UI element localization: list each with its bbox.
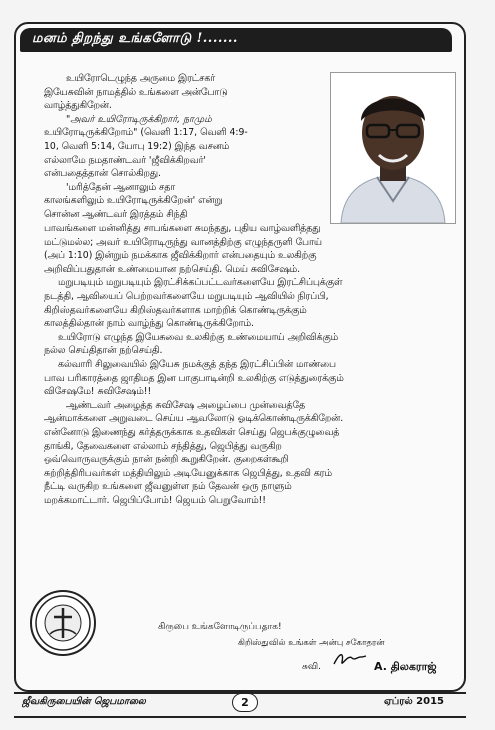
body-line: என்னோடு இணைந்து கர்த்தருக்காக உதவிகள் செய்து ஜெபக்குழுவைத் bbox=[44, 426, 340, 438]
body-line: சுற்றித்திரிபவர்கள் மத்தியிலும் அடியேனுக்காக ஜெபித்து, உதவி கரம் bbox=[44, 467, 332, 479]
body-line: ஒவ்வொருவருக்கும் நான் நன்றி கூறுகிறேன். குறைகள்கூறி bbox=[44, 454, 289, 466]
handwritten-signature-icon bbox=[332, 648, 368, 670]
body-line: காலத்தில்தான் நாம் வாழ்ந்து கொண்டிருக்கிறோம். bbox=[44, 318, 254, 330]
body-line: ஆன்மாக்களை அறுவடை செய்ய ஆவலோடு ஓடிக்கொண்டிருக்கிறேன். bbox=[44, 413, 344, 425]
body-line: நடத்தி, ஆவியைப் பெற்றவர்களையே மறுபடியும் ஆவியில் நிரப்பி, bbox=[44, 290, 329, 302]
author-photo bbox=[330, 72, 456, 224]
magazine-name: ஜீவகிருபையின் ஜெபமாலை bbox=[22, 696, 146, 707]
body-line: தாங்கி, தேவைகளை எல்லாம் சந்தித்து, ஜெபித்து வருகிற bbox=[44, 440, 282, 452]
intro-line: வாழ்த்துகிறேன். bbox=[44, 100, 112, 112]
intro-paragraph bbox=[44, 72, 326, 222]
intro-line: இயேசுவின் நாமத்தில் உங்களை அன்போடு bbox=[44, 86, 228, 98]
intro-line: என்பதைத்தான் சொல்கிறது. bbox=[44, 168, 161, 180]
intro-line: 10, வெளி 5:14, யோபு 19:2) இந்த வசனம் bbox=[44, 140, 230, 152]
body-line: நல்ல செய்திதான் நற்செய்தி. bbox=[44, 345, 163, 357]
intro-line: "அவர் உயிரோடிருக்கிறார், நாமும் bbox=[66, 113, 212, 125]
body-line: மறுபடியும் மறுபடியும் இரட்சிக்கப்பட்டவர்களையே இரட்சிப்புக்குள் bbox=[58, 277, 343, 289]
intro-line: எல்லாமே நமதாண்டவர் 'ஜீவிக்கிறவர்' bbox=[44, 154, 206, 166]
issue-date: ஏப்ரல் 2015 bbox=[384, 696, 445, 707]
body-line: அறிவிப்பதுதான் உண்மையான நற்செய்தி. மெய் சுவிசேஷம். bbox=[44, 263, 301, 275]
page-title: மனம் திறந்து உங்களோடு !....... bbox=[32, 31, 238, 46]
body-line: பாவங்களை மன்னித்து சாபங்களை சுமந்தது, புதிய வாழ்வளித்தது bbox=[44, 223, 321, 234]
body-line: (அப் 1:10) இன்றும் நமக்காக ஜீவிக்கிறார் என்பதையும் உலகிற்கு bbox=[44, 250, 317, 262]
intro-line: உயிரோடெழுந்த அருமை இரட்சகர் bbox=[66, 73, 216, 84]
author-name: A. திலகராஜ் bbox=[374, 660, 437, 673]
body-line: நீட்டி வருகிற உங்களை ஜீவனுள்ள நம் தேவன் ஒரு நாளும் bbox=[44, 481, 292, 493]
body-line: மறக்கமாட்டார். ஜெபிப்போம்! ஜெயம் பெறுவோம்!! bbox=[44, 494, 267, 506]
closing-blessing: கிருபை உங்களோடிருப்பதாக! bbox=[158, 622, 282, 632]
intro-line: காலங்களிலும் உயிரோடிருக்கிறேன்' என்று bbox=[44, 195, 223, 207]
body-line: பாவ பரிகாரத்தை ஜாதிமத இன பாகுபாடின்றி உலகிற்கு எடுத்துரைக்கும் bbox=[44, 372, 344, 384]
body-line: உயிரோடு எழுந்த இயேசுவை உலகிற்கு உண்மையாய் அறிவிக்கும் bbox=[58, 331, 339, 343]
ministry-emblem-icon bbox=[32, 592, 94, 654]
ministry-logo bbox=[30, 590, 96, 656]
body-text bbox=[44, 222, 458, 507]
body-line: கிறிஸ்தவர்களையே கிறிஸ்தவர்களாக மாற்றிக் கொண்டிருக்கும் bbox=[44, 304, 307, 316]
author-portrait-icon bbox=[331, 73, 455, 223]
body-line: கல்வாரி சிலுவையில் இயேசு நமக்குத் தந்த இரட்சிப்பின் மாண்பை bbox=[58, 358, 336, 370]
page-number: 2 bbox=[232, 693, 258, 712]
intro-line: 'மரித்தேன் ஆனாலும் சதா bbox=[66, 181, 176, 193]
intro-line: உயிரோடிருக்கிறோம்" (வெளி 1:17, வெளி 4:9- bbox=[44, 127, 248, 139]
body-line: விசேஷமே! சுவிசேஷம்!! bbox=[44, 386, 152, 398]
body-line: மட்டுமல்ல; அவர் உயிரோடிருந்து வானத்திற்கு எழுந்தருளி போய் bbox=[44, 236, 322, 248]
intro-line: சொன்ன ஆண்டவர் இரத்தம் சிந்தி bbox=[44, 208, 188, 220]
closing-brother-line: கிறிஸ்துவில் உங்கள் அன்பு சகோதரன் bbox=[238, 638, 385, 648]
signature-prefix: சுவி. bbox=[302, 662, 321, 672]
body-line: ஆண்டவர் அழைத்த சுவிசேஷ அழைப்பை முன்வைத்தே bbox=[66, 399, 306, 411]
